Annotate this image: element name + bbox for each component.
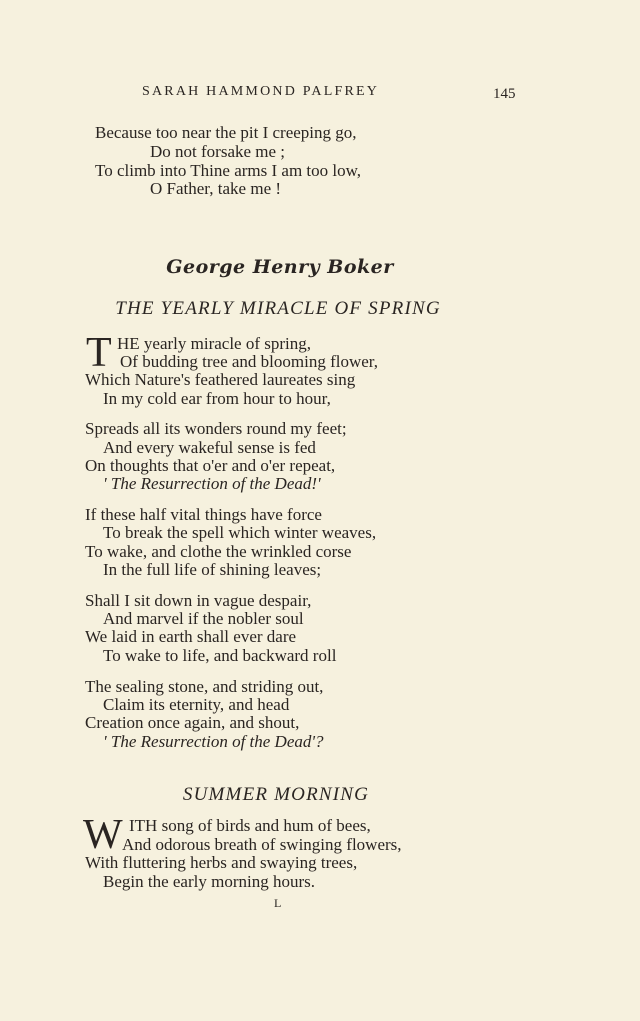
poem-line: Creation once again, and shout, <box>85 713 300 732</box>
poem-title: THE YEARLY MIRACLE OF SPRING <box>115 298 441 319</box>
poem-line: Because too near the pit I creeping go, <box>95 123 357 142</box>
poem-line: Of budding tree and blooming flower, <box>120 352 379 371</box>
poem-line: To wake, and clothe the wrinkled corse <box>85 542 352 561</box>
poem-line: To break the spell which winter weaves, <box>103 523 377 542</box>
poem-line: To climb into Thine arms I am too low, <box>95 161 362 180</box>
poem-line: In the full life of shining leaves; <box>103 560 322 579</box>
poem-line: HE yearly miracle of spring, <box>117 334 312 353</box>
poem-line: ' The Resurrection of the Dead!' <box>103 474 321 493</box>
poem-line: Shall I sit down in vague despair, <box>85 591 312 610</box>
poem-line: Begin the early morning hours. <box>103 872 315 891</box>
drop-cap: W <box>83 812 123 858</box>
poem-line: If these half vital things have force <box>85 505 322 524</box>
poem-title: SUMMER MORNING <box>182 784 370 805</box>
poem-line: On thoughts that o'er and o'er repeat, <box>85 456 336 475</box>
poem-line: The sealing stone, and striding out, <box>85 677 324 696</box>
poem-line: With fluttering herbs and swaying trees, <box>85 853 358 872</box>
poem-line: To wake to life, and backward roll <box>103 646 337 665</box>
poem-line: We laid in earth shall ever dare <box>85 627 297 646</box>
author-heading: George Henry Boker <box>166 256 394 278</box>
poem-line: Spreads all its wonders round my feet; <box>85 419 347 438</box>
running-head: SARAH HAMMOND PALFREY <box>142 84 380 99</box>
poem-line: And odorous breath of swinging flowers, <box>122 835 402 854</box>
poem-line: ITH song of birds and hum of bees, <box>129 816 371 835</box>
poem-line: Which Nature's feathered laureates sing <box>85 370 356 389</box>
poem-line: ' The Resurrection of the Dead'? <box>103 732 324 751</box>
poem-line: And marvel if the nobler soul <box>103 609 304 628</box>
poem-line: Do not forsake me ; <box>150 142 286 161</box>
page-number: 145 <box>493 86 516 102</box>
signature-mark: L <box>274 896 283 910</box>
drop-cap: T <box>86 330 112 376</box>
poem-line: And every wakeful sense is fed <box>103 438 316 457</box>
poem-line: In my cold ear from hour to hour, <box>103 389 331 408</box>
poem-line: O Father, take me ! <box>150 179 282 198</box>
poem-line: Claim its eternity, and head <box>103 695 290 714</box>
